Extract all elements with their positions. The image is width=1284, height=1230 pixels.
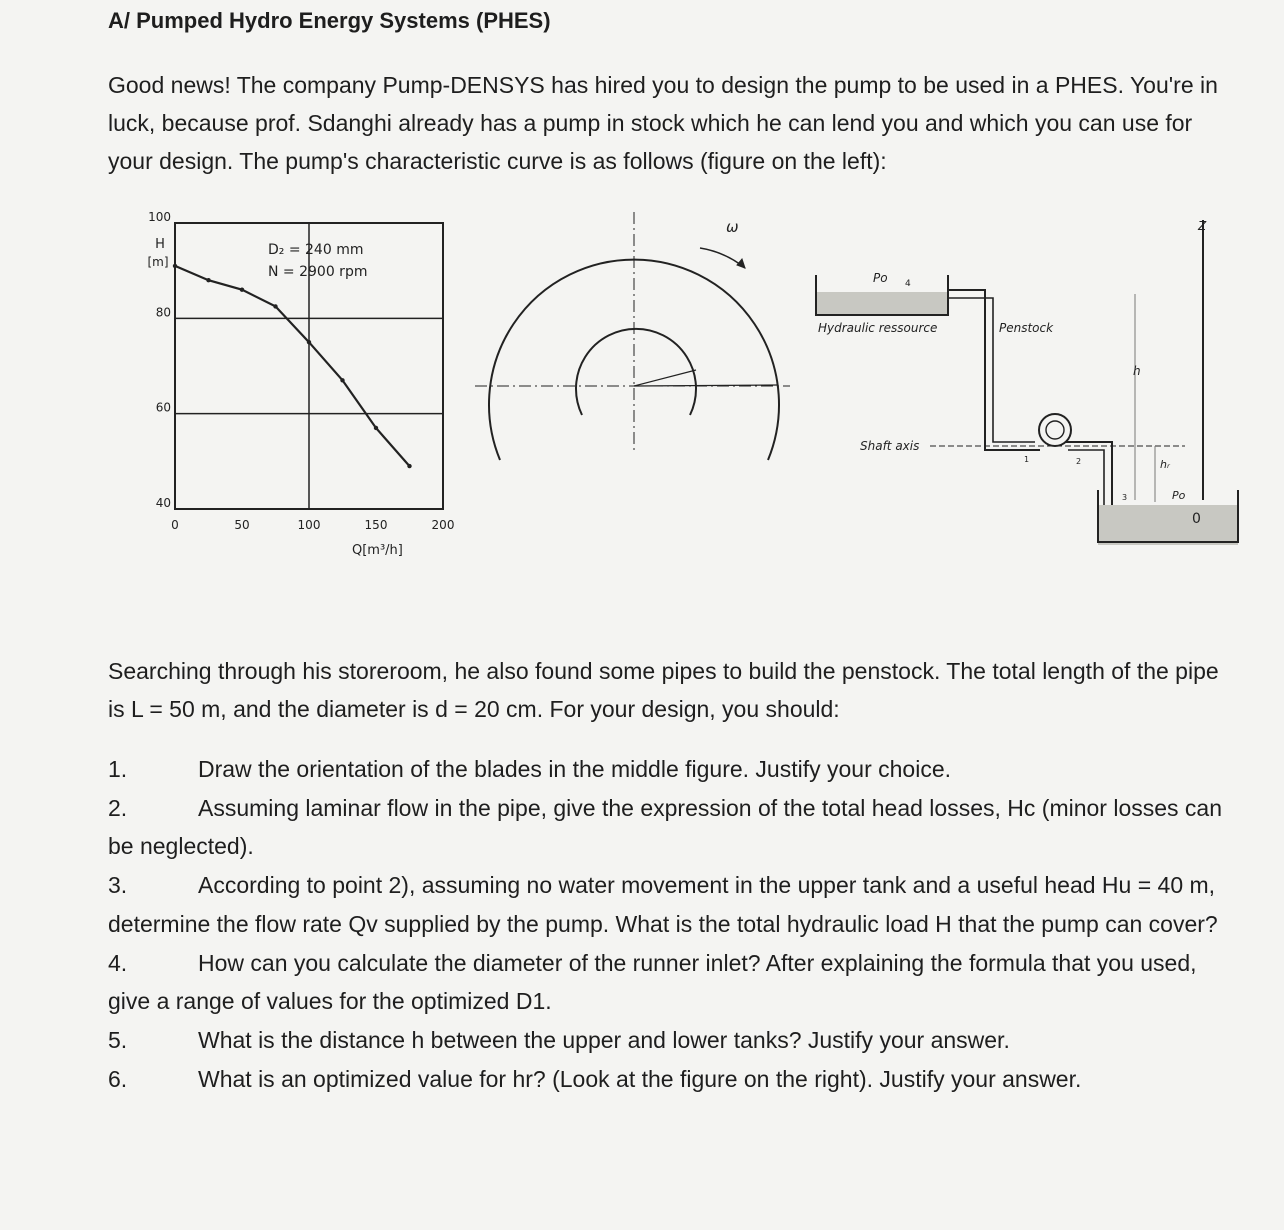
x-tick-label: 50	[234, 518, 250, 532]
penstock-outer	[948, 290, 1040, 450]
questions-list	[108, 750, 1242, 1098]
h-axis-unit: [m]	[147, 255, 169, 269]
lower-tank-water	[1098, 505, 1238, 545]
po-upper-label: Po	[873, 271, 888, 285]
station-3-label: 3	[1122, 493, 1128, 502]
h-label: h	[1133, 364, 1141, 378]
station-2-label: 2	[1076, 457, 1082, 466]
question-number: 5.	[108, 1026, 128, 1053]
omega-label: ω	[726, 218, 739, 236]
d2-label: D₂ = 240 mm	[268, 242, 364, 258]
n-label: N = 2900 rpm	[268, 264, 368, 280]
question-1	[108, 750, 1242, 789]
question-2	[108, 789, 1242, 866]
curve-point	[307, 340, 311, 344]
curve-point	[206, 278, 210, 282]
question-6	[108, 1060, 1242, 1099]
question-number: 4.	[108, 949, 128, 976]
penstock-inner	[948, 298, 1035, 442]
figures-svg	[0, 190, 1284, 590]
x-axis-label: Q[m³/h]	[352, 543, 403, 558]
question-number: 3.	[108, 872, 128, 899]
x-tick-label: 100	[297, 518, 321, 532]
question-3	[108, 866, 1242, 943]
curve-point	[240, 288, 244, 292]
y-tick-label: 80	[155, 305, 171, 320]
question-text: What is an optimized value for hr? (Look at the figure on the right). Justify your answer.	[198, 1065, 1082, 1092]
question-text: Assuming laminar flow in the pipe, give the expression of the total head losses, Hc (minor losses can be neglected).	[108, 794, 1223, 860]
penstock-label: Penstock	[999, 321, 1054, 335]
question-number: 2.	[108, 794, 128, 821]
y-tick-label: 60	[155, 400, 171, 415]
characteristic-chart	[147, 210, 454, 558]
z-label: Z	[1198, 219, 1207, 233]
po-lower-label: Po	[1172, 489, 1186, 502]
y-tick-label: 40	[155, 496, 171, 510]
question-number: 1.	[108, 756, 128, 782]
question-5	[108, 1021, 1242, 1060]
x-tick-label: 150	[364, 518, 388, 532]
curve-point	[273, 304, 277, 308]
question-text: What is the distance h between the upper and lower tanks? Justify your answer.	[198, 1026, 1010, 1053]
pump-eye	[1046, 421, 1064, 439]
inner-circle	[576, 329, 696, 415]
rotation-arrow-head	[737, 259, 745, 268]
shaft-axis-label: Shaft axis	[860, 439, 920, 453]
question-text: How can you calculate the diameter of the runner inlet? After explaining the formula that you used, give a range of values for the optimized D1.	[108, 949, 1197, 1015]
curve-point	[340, 378, 344, 382]
h-axis-label: H	[155, 237, 165, 252]
station-1-label: 1	[1024, 455, 1030, 464]
suction-outer	[1065, 442, 1112, 510]
question-4	[108, 944, 1242, 1021]
chart-ticks	[148, 210, 454, 532]
y-tick-label: 100	[148, 210, 171, 224]
x-tick-label: 200	[431, 518, 455, 532]
zero-label: 0	[1192, 511, 1201, 527]
upper-tank-water	[816, 292, 948, 314]
question-number: 6.	[108, 1065, 128, 1092]
page-title: A/ Pumped Hydro Energy Systems (PHES)	[108, 8, 551, 33]
inner-radius-line	[634, 370, 696, 386]
hr-label: hᵣ	[1160, 458, 1170, 471]
curve-line	[175, 266, 410, 466]
curve-point	[407, 464, 411, 468]
curve-point	[173, 264, 177, 268]
figures-row	[0, 190, 1284, 590]
question-text: Draw the orientation of the blades in the middle figure. Justify your choice.	[198, 756, 952, 782]
pipes-paragraph: Searching through his storeroom, he also found some pipes to build the penstock. The total length of the pipe is L = 50 m, and the diameter is d = 20 cm. For your design, you should:	[108, 658, 1219, 722]
question-text: According to point 2), assuming no water movement in the upper tank and a useful head Hu = 40 m, determine the flow rate Qv supplied by the pump. What is the total hydraulic load H that the pump can cover?	[108, 872, 1218, 937]
upper-tank-number: 4	[905, 279, 911, 289]
x-tick-label: 0	[171, 518, 179, 532]
impeller-sketch	[475, 212, 790, 460]
hydraulic-resource-label: Hydraulic ressource	[818, 321, 938, 335]
intro-paragraph: Good news! The company Pump-DENSYS has hired you to design the pump to be used in a PHES. You're in luck, because prof. Sdanghi already has a pump in stock which he can lend you and which you can use for your design. The pump's characteristic curve is as follows (figure on the left):	[108, 72, 1218, 174]
curve-points	[173, 264, 412, 469]
curve-point	[374, 426, 378, 430]
